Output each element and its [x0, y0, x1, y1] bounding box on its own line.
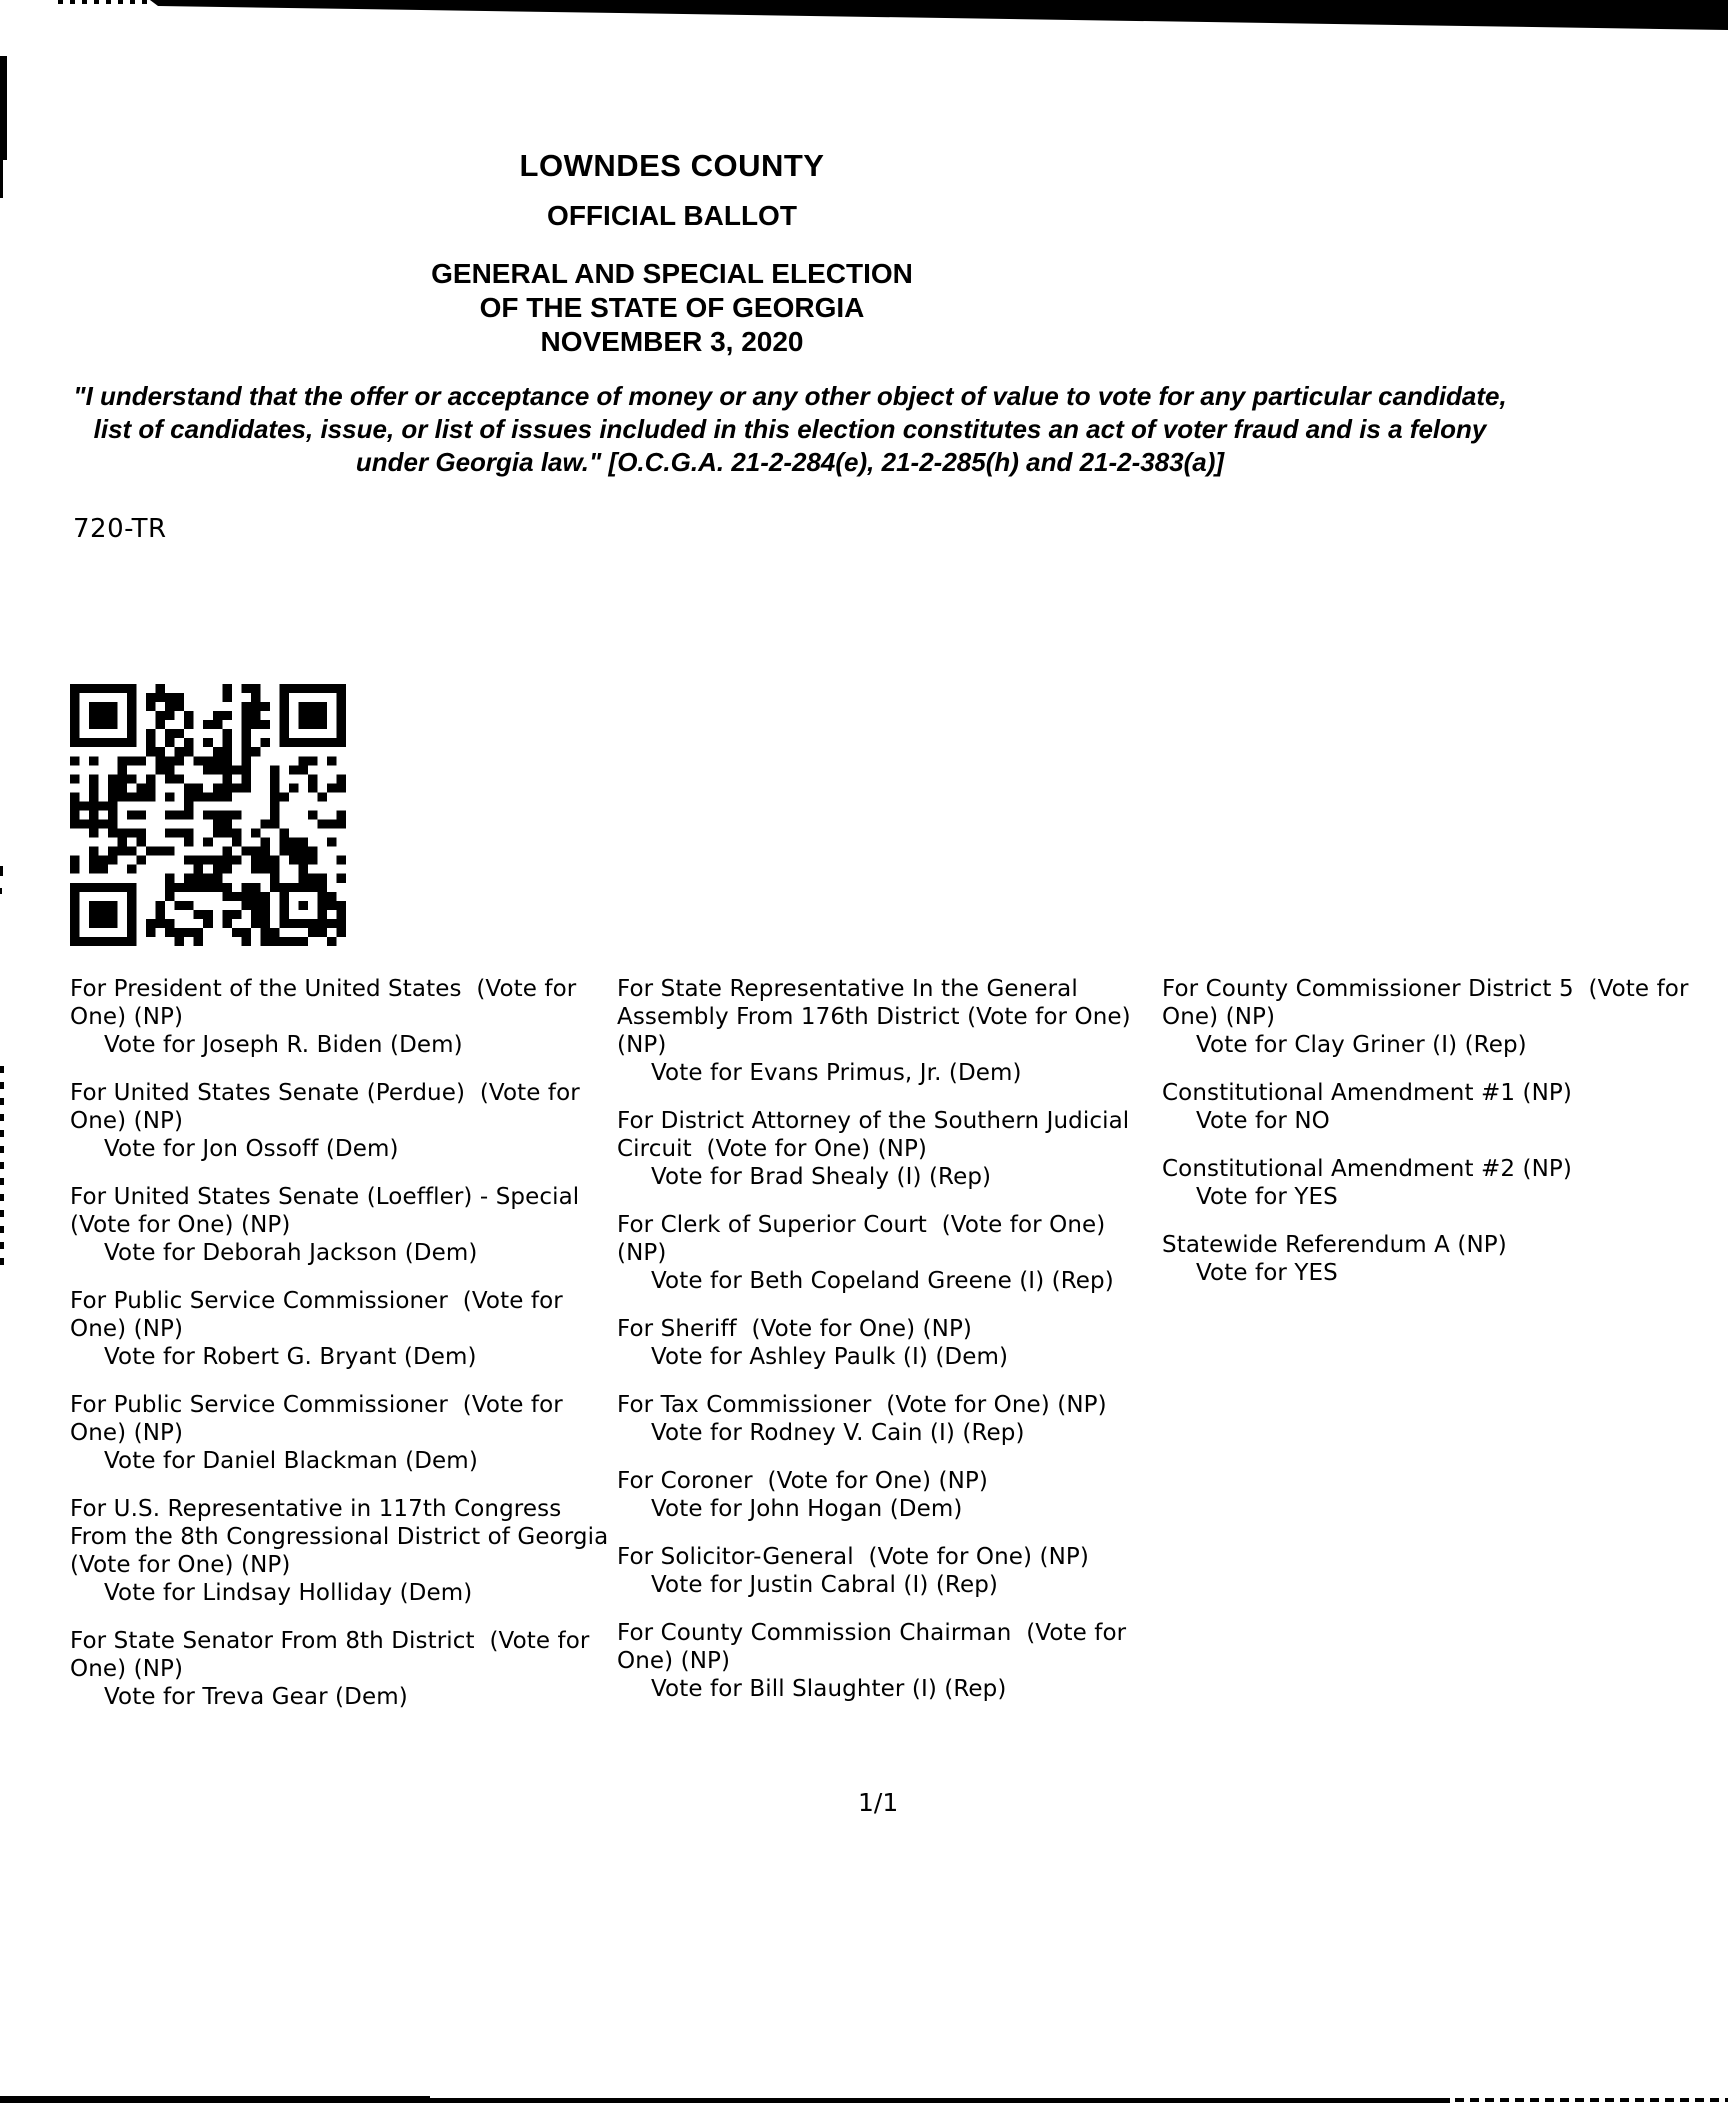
election-title-line: OF THE STATE OF GEORGIA: [479, 292, 865, 323]
scan-artifact-left-dash: [0, 888, 2, 894]
contest-selection: Vote for Treva Gear (Dem): [104, 1684, 408, 1710]
contest-selection: Vote for Brad Shealy (I) (Rep): [651, 1164, 992, 1190]
contest: [1162, 1079, 1710, 1135]
election-title-line: GENERAL AND SPECIAL ELECTION: [431, 258, 913, 289]
contest-selection: Vote for Evans Primus, Jr. (Dem): [651, 1060, 1022, 1086]
contest: [1162, 1155, 1710, 1211]
contest-selection: Vote for Daniel Blackman (Dem): [104, 1448, 478, 1474]
contest: [617, 1467, 1162, 1523]
contest-title: For Coroner (Vote for One) (NP): [617, 1468, 988, 1494]
contest-selection: Vote for Deborah Jackson (Dem): [104, 1240, 478, 1266]
voter-fraud-disclaimer: [40, 380, 1540, 479]
scan-artifact-left-dash: [0, 866, 3, 876]
ballot-column-1: [70, 975, 616, 1731]
ballot-header: [0, 148, 1344, 359]
contest-selection: Vote for Ashley Paulk (I) (Dem): [651, 1344, 1009, 1370]
contest-title: For U.S. Representative in 117th Congress From the 8th Congressional District of Georgia (Vote for One) (NP): [70, 1496, 616, 1578]
contest-selection: Vote for Jon Ossoff (Dem): [104, 1136, 399, 1162]
contest: [617, 975, 1162, 1087]
election-title: [0, 257, 1344, 359]
election-date: NOVEMBER 3, 2020: [540, 326, 804, 357]
ballot-column-3: [1162, 975, 1710, 1307]
scan-artifact-top-edge: [0, 0, 1728, 34]
contest: [617, 1619, 1162, 1703]
contest-title: For Clerk of Superior Court (Vote for One) (NP): [617, 1212, 1113, 1266]
contest-selection: Vote for NO: [1196, 1108, 1330, 1134]
contest-title: For United States Senate (Loeffler) - Special (Vote for One) (NP): [70, 1184, 595, 1238]
contest-selection: Vote for Joseph R. Biden (Dem): [104, 1032, 463, 1058]
contest-selection: Vote for YES: [1196, 1260, 1338, 1286]
contest: [70, 975, 610, 1059]
contest: [70, 1391, 610, 1475]
page-number: 1/1: [858, 1788, 899, 1817]
contest: [70, 1183, 610, 1267]
contest-selection: Vote for Robert G. Bryant (Dem): [104, 1344, 477, 1370]
contest-selection: Vote for John Hogan (Dem): [651, 1496, 963, 1522]
contest-selection: Vote for Beth Copeland Greene (I) (Rep): [651, 1268, 1114, 1294]
contest-title: Constitutional Amendment #1 (NP): [1162, 1080, 1572, 1106]
contest-selection: Vote for Bill Slaughter (I) (Rep): [651, 1676, 1007, 1702]
scan-artifact-top-ticks: [58, 0, 154, 4]
scan-artifact-bottom-line: [1440, 2098, 1728, 2102]
contest: [70, 1627, 610, 1711]
contest: [70, 1079, 610, 1163]
county-title: LOWNDES COUNTY: [519, 148, 825, 183]
contest-selection: Vote for Justin Cabral (I) (Rep): [651, 1572, 998, 1598]
disclaimer-line: list of candidates, issue, or list of issues included in this election constitutes an act of voter fraud and is a felony: [93, 414, 1487, 444]
contest-title: Statewide Referendum A (NP): [1162, 1232, 1507, 1258]
contest-title: For Tax Commissioner (Vote for One) (NP): [617, 1392, 1107, 1418]
contest-title: Constitutional Amendment #2 (NP): [1162, 1156, 1572, 1182]
contest-selection: Vote for Lindsay Holliday (Dem): [104, 1580, 473, 1606]
contest: [617, 1315, 1162, 1371]
contest-title: For State Representative In the General Assembly From 176th District (Vote for One) (NP): [617, 976, 1139, 1058]
ballot-column-2: [617, 975, 1162, 1723]
scan-artifact-bottom-line: [420, 2098, 1450, 2103]
contest-title: For Sheriff (Vote for One) (NP): [617, 1316, 972, 1342]
contest-title: For State Senator From 8th District (Vote for One) (NP): [70, 1628, 597, 1682]
ballot-title: OFFICIAL BALLOT: [547, 200, 797, 231]
contest: [1162, 975, 1710, 1059]
scan-artifact-left-dashes: [0, 1066, 4, 1266]
contest-selection: Vote for Rodney V. Cain (I) (Rep): [651, 1420, 1025, 1446]
contest: [70, 1287, 610, 1371]
contest-title: For District Attorney of the Southern Judicial Circuit (Vote for One) (NP): [617, 1108, 1137, 1162]
ballot-style-code: 720-TR: [73, 514, 167, 544]
contest: [617, 1107, 1162, 1191]
contest-title: For County Commission Chairman (Vote for One) (NP): [617, 1620, 1134, 1674]
qr-code: [70, 684, 346, 946]
contest-title: For Public Service Commissioner (Vote for One) (NP): [70, 1392, 571, 1446]
disclaimer-line: under Georgia law." [O.C.G.A. 21-2-284(e), 21-2-285(h) and 21-2-383(a)]: [355, 447, 1225, 477]
contest: [70, 1495, 616, 1607]
contest: [617, 1211, 1162, 1295]
contest-selection: Vote for YES: [1196, 1184, 1338, 1210]
contest: [1162, 1231, 1710, 1287]
contest-title: For President of the United States (Vote for One) (NP): [70, 976, 584, 1030]
contest-title: For County Commissioner District 5 (Vote for One) (NP): [1162, 976, 1696, 1030]
scan-artifact-left-bar: [0, 56, 7, 160]
contest-title: For Public Service Commissioner (Vote for One) (NP): [70, 1288, 571, 1342]
scan-artifact-bottom-line: [0, 2096, 430, 2103]
contest-title: For United States Senate (Perdue) (Vote for One) (NP): [70, 1080, 588, 1134]
contest: [617, 1543, 1162, 1599]
contest-selection: Vote for Clay Griner (I) (Rep): [1196, 1032, 1527, 1058]
contest: [617, 1391, 1162, 1447]
contest-title: For Solicitor-General (Vote for One) (NP): [617, 1544, 1089, 1570]
disclaimer-line: "I understand that the offer or acceptance of money or any other object of value to vote for any particular candidate,: [73, 381, 1507, 411]
